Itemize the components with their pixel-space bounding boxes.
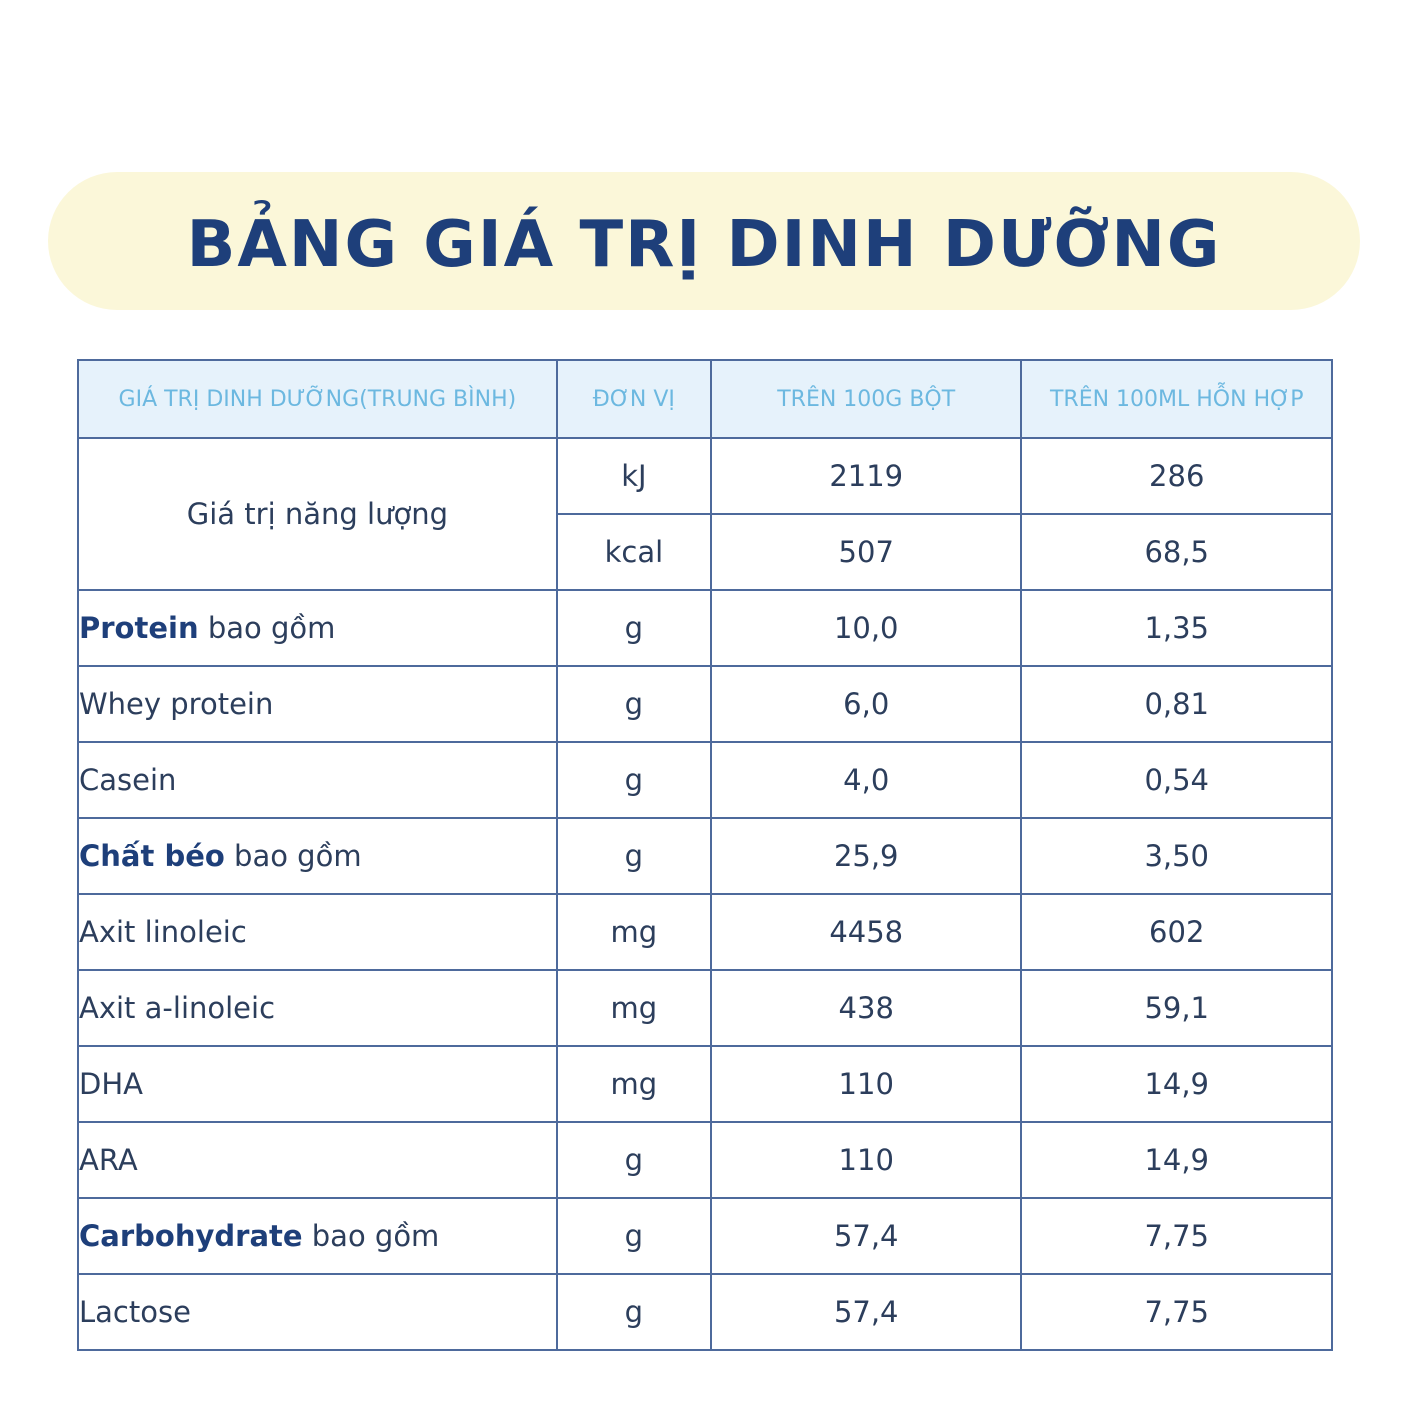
nutrient-name: Whey protein <box>79 687 274 721</box>
per-100g-cell: 57,4 <box>711 1274 1021 1350</box>
per-100ml-cell: 1,35 <box>1021 590 1332 666</box>
nutrient-name: DHA <box>79 1067 143 1101</box>
nutrient-name: bao gồm <box>198 611 336 645</box>
per-100ml-cell: 286 <box>1021 438 1332 514</box>
nutrient-name-cell <box>78 894 557 970</box>
unit-cell: g <box>557 1198 711 1274</box>
per-100g-cell: 57,4 <box>711 1198 1021 1274</box>
unit-cell: g <box>557 742 711 818</box>
unit-cell: kcal <box>557 514 711 590</box>
nutrient-name-bold: Carbohydrate <box>79 1219 303 1253</box>
per-100g-cell: 4458 <box>711 894 1021 970</box>
table-row <box>78 1198 1332 1274</box>
per-100ml-cell: 14,9 <box>1021 1122 1332 1198</box>
table-row <box>78 666 1332 742</box>
header-nutrient: GIÁ TRỊ DINH DƯỠNG(TRUNG BÌNH) <box>78 360 557 438</box>
per-100ml-cell: 68,5 <box>1021 514 1332 590</box>
energy-label: Giá trị năng lượng <box>78 438 557 590</box>
nutrient-name-cell <box>78 742 557 818</box>
per-100g-cell: 110 <box>711 1046 1021 1122</box>
nutrient-name: Axit linoleic <box>79 915 247 949</box>
nutrient-name: bao gồm <box>302 1219 440 1253</box>
unit-cell: g <box>557 590 711 666</box>
per-100g-cell: 2119 <box>711 438 1021 514</box>
table-row <box>78 1274 1332 1350</box>
per-100ml-cell: 7,75 <box>1021 1198 1332 1274</box>
nutrient-name-bold: Chất béo <box>79 839 225 873</box>
per-100ml-cell: 7,75 <box>1021 1274 1332 1350</box>
per-100g-cell: 6,0 <box>711 666 1021 742</box>
unit-cell: mg <box>557 1046 711 1122</box>
table-header-row <box>78 360 1332 438</box>
unit-cell: g <box>557 818 711 894</box>
nutrient-name-cell <box>78 1198 557 1274</box>
nutrient-name: ARA <box>79 1143 138 1177</box>
unit-cell: g <box>557 1274 711 1350</box>
header-unit: ĐƠN VỊ <box>557 360 711 438</box>
table-row <box>78 970 1332 1046</box>
table-row <box>78 590 1332 666</box>
per-100g-cell: 25,9 <box>711 818 1021 894</box>
nutrient-name: Lactose <box>79 1295 191 1329</box>
per-100ml-cell: 602 <box>1021 894 1332 970</box>
per-100ml-cell: 3,50 <box>1021 818 1332 894</box>
table-row <box>78 742 1332 818</box>
nutrient-name: Casein <box>79 763 177 797</box>
nutrient-name-cell <box>78 1274 557 1350</box>
nutrition-table <box>77 359 1333 1351</box>
nutrient-name-bold: Protein <box>79 611 199 645</box>
header-per-100g: TRÊN 100G BỘT <box>711 360 1021 438</box>
table-row <box>78 1046 1332 1122</box>
nutrient-name: bao gồm <box>224 839 362 873</box>
per-100g-cell: 10,0 <box>711 590 1021 666</box>
nutrient-name-cell <box>78 666 557 742</box>
per-100g-cell: 507 <box>711 514 1021 590</box>
header-per-100ml: TRÊN 100ML HỖN HỢP <box>1021 360 1332 438</box>
unit-cell: mg <box>557 894 711 970</box>
page-title: BẢNG GIÁ TRỊ DINH DƯỠNG <box>186 208 1222 282</box>
unit-cell: g <box>557 1122 711 1198</box>
nutrient-name-cell <box>78 1122 557 1198</box>
nutrient-name-cell <box>78 590 557 666</box>
per-100ml-cell: 0,81 <box>1021 666 1332 742</box>
table-row <box>78 1122 1332 1198</box>
per-100ml-cell: 59,1 <box>1021 970 1332 1046</box>
table-row <box>78 818 1332 894</box>
table-row <box>78 894 1332 970</box>
table-row-energy-kj <box>78 438 1332 514</box>
unit-cell: g <box>557 666 711 742</box>
nutrient-name-cell <box>78 970 557 1046</box>
per-100g-cell: 438 <box>711 970 1021 1046</box>
per-100ml-cell: 0,54 <box>1021 742 1332 818</box>
unit-cell: mg <box>557 970 711 1046</box>
nutrient-name-cell <box>78 818 557 894</box>
unit-cell: kJ <box>557 438 711 514</box>
nutrient-name: Axit a-linoleic <box>79 991 276 1025</box>
per-100ml-cell: 14,9 <box>1021 1046 1332 1122</box>
per-100g-cell: 4,0 <box>711 742 1021 818</box>
per-100g-cell: 110 <box>711 1122 1021 1198</box>
nutrient-name-cell <box>78 1046 557 1122</box>
title-banner <box>48 172 1360 310</box>
